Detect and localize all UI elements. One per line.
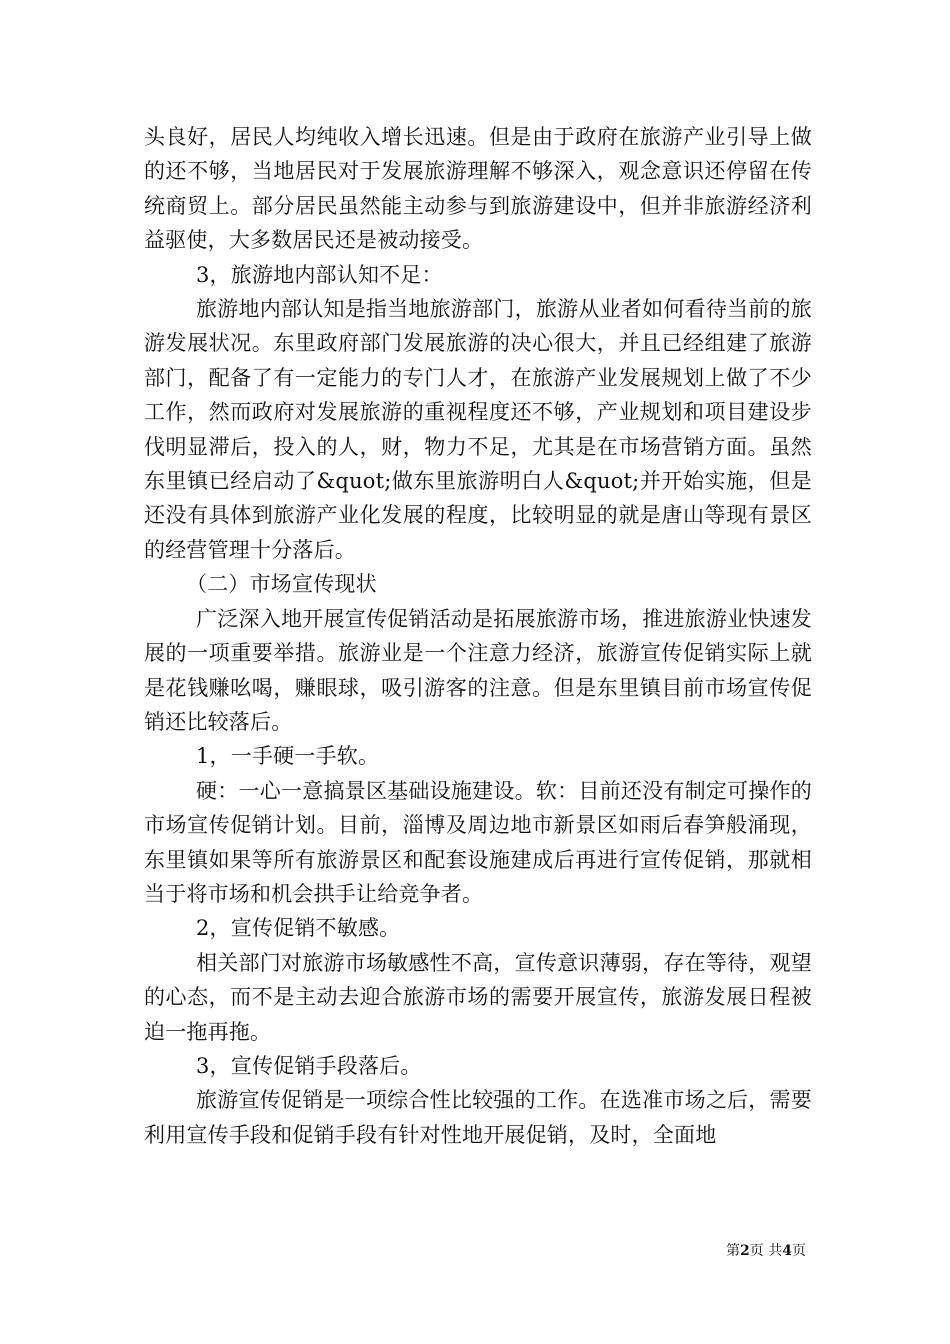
total-page-number: 4 (782, 1243, 792, 1259)
footer-prefix: 第 (726, 1243, 741, 1259)
paragraph-internal-cognition: 旅游地内部认知是指当地旅游部门，旅游从业者如何看待当前的旅游发展状况。东里政府部门发展旅游的决心很大，并且已经组建了旅游部门，配备了有一定能力的专门人才，在旅游产业发展规划上做了不少工作，然而政府对发展旅游的重视程度还不够，产业规划和项目建设步伐明显滞后，投入的人，财，物力不足，尤其是在市场营销方面。虽然东里镇已经启动了&quot;做东里旅游明白人&quot;并开始实施，但是还没有具体到旅游产业化发展的程度，比较明显的就是唐山等现有景区的经营管理十分落后。 (144, 297, 812, 562)
paragraph-not-sensitive: 相关部门对旅游市场敏感性不高，宣传意识薄弱，存在等待，观望的心态，而不是主动去迎合旅游市场的需要开展宣传，旅游发展日程被迫一拖再拖。 (144, 950, 812, 1044)
footer-middle: 页 共 (749, 1243, 783, 1259)
subheading-hard-soft: 1，一手硬一手软。 (196, 744, 380, 769)
paragraph-hard-soft: 硬：一心一意搞景区基础设施建设。软：目前还没有制定可操作的市场宣传促销计划。目前，淄博及周边地市新景区如雨后春笋般涌现，东里镇如果等所有旅游景区和配套设施建成后再进行宣传促销，那就相当于将市场和机会拱手让给竞争者。 (144, 778, 812, 906)
section-heading-market-promotion: （二）市场宣传现状 (186, 572, 377, 597)
page-number-footer (726, 1242, 806, 1260)
current-page-number: 2 (740, 1243, 750, 1259)
subheading-not-sensitive: 2，宣传促销不敏感。 (196, 916, 401, 941)
paragraph-continuation: 头良好，居民人均纯收入增长迅速。但是由于政府在旅游产业引导上做的还不够，当地居民对于发展旅游理解不够深入，观念意识还停留在传统商贸上。部分居民虽然能主动参与到旅游建设中，但并非旅游经济利益驱使，大多数居民还是被动接受。 (144, 125, 812, 253)
subheading-internal-cognition: 3，旅游地内部认知不足： (196, 262, 443, 287)
document-body (144, 120, 812, 1152)
footer-suffix: 页 (792, 1243, 806, 1259)
paragraph-outdated-means: 旅游宣传促销是一项综合性比较强的工作。在选准市场之后，需要利用宣传手段和促销手段有针对性地开展促销，及时，全面地 (144, 1088, 812, 1147)
subheading-outdated-means: 3，宣传促销手段落后。 (196, 1053, 422, 1078)
paragraph-market-promotion: 广泛深入地开展宣传促销活动是拓展旅游市场，推进旅游业快速发展的一项重要举措。旅游业是一个注意力经济，旅游宣传促销实际上就是花钱赚吆喝，赚眼球，吸引游客的注意。但是东里镇目前市场宣传促销还比较落后。 (144, 606, 812, 734)
